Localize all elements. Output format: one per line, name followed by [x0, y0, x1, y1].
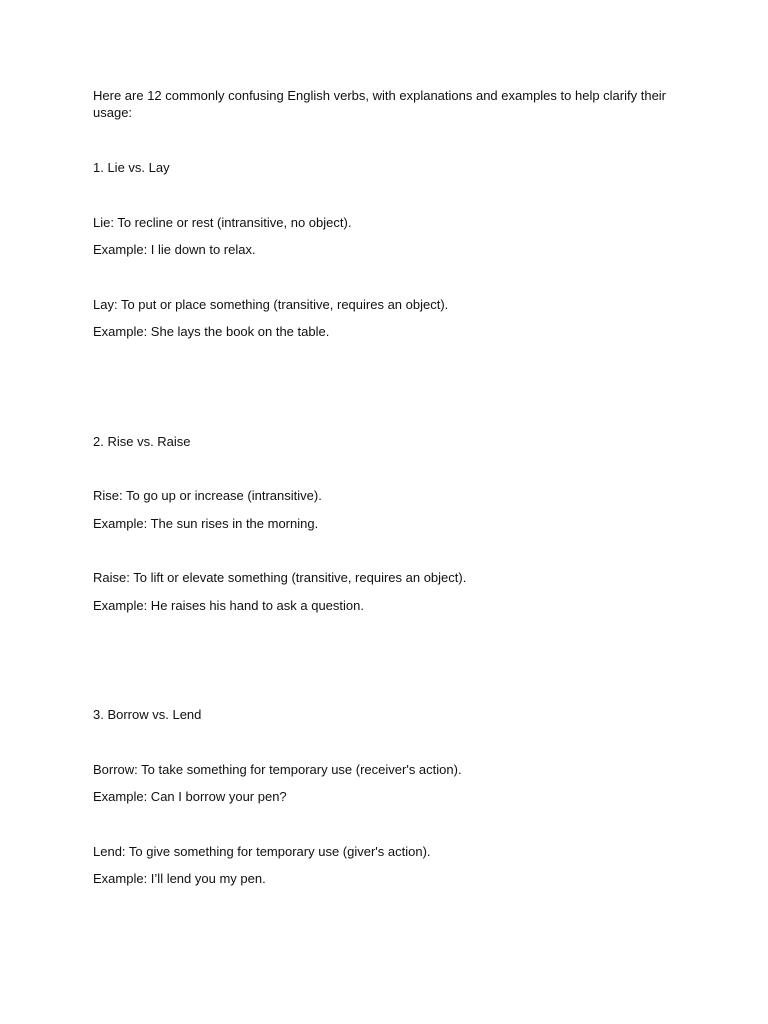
example-text: Example: He raises his hand to ask a question.: [93, 598, 364, 613]
definition-text: Raise: To lift or elevate something (transitive, requires an object).: [93, 570, 467, 585]
intro-paragraph: Here are 12 commonly confusing English verbs, with explanations and examples to help clarify their usage:: [93, 88, 667, 120]
example-text: Example: She lays the book on the table.: [93, 324, 330, 339]
definition-text: Lay: To put or place something (transitive, requires an object).: [93, 297, 449, 312]
example-text: Example: The sun rises in the morning.: [93, 516, 319, 531]
definition-text: Lie: To recline or rest (intransitive, no object).: [93, 215, 352, 230]
definition-text: Lend: To give something for temporary use (giver's action).: [93, 844, 431, 859]
definition-text: Rise: To go up or increase (intransitive).: [93, 488, 322, 503]
section-heading: 1. Lie vs. Lay: [93, 160, 170, 175]
example-text: Example: Can I borrow your pen?: [93, 789, 287, 804]
section-heading: 3. Borrow vs. Lend: [93, 707, 202, 722]
definition-text: Borrow: To take something for temporary use (receiver's action).: [93, 762, 462, 777]
example-text: Example: I lie down to relax.: [93, 242, 256, 257]
example-text: Example: I’ll lend you my pen.: [93, 871, 266, 886]
section-heading: 2. Rise vs. Raise: [93, 434, 191, 449]
